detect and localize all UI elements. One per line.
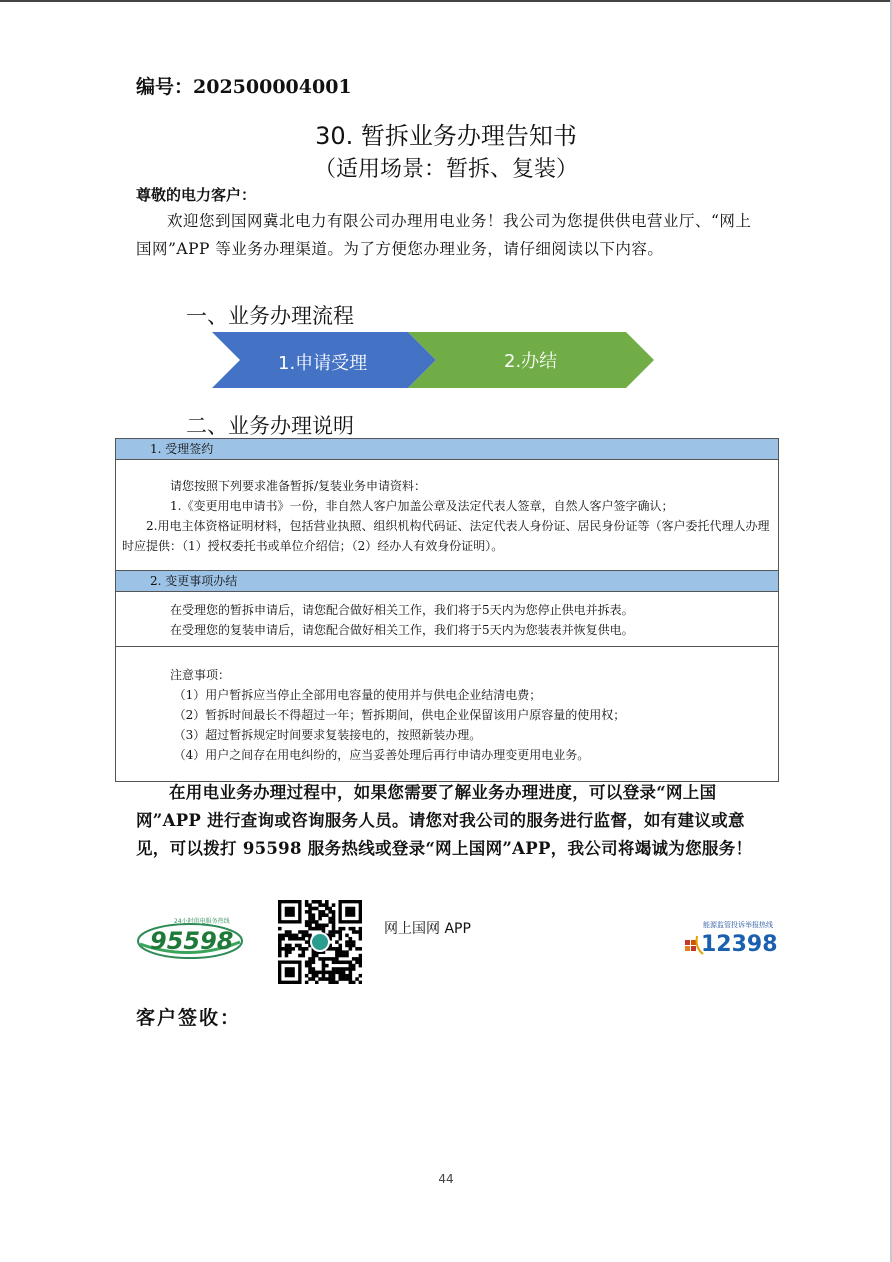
business-description-table xyxy=(115,438,779,782)
closing-paragraph: 在用电业务办理过程中，如果您需要了解业务办理进度，可以登录“网上国网”APP 进行查询或咨询服务人员。请您对我公司的服务进行监督，如有建议或意见，可以拨打 95598 服务热线或登录“网上国网”APP，我公司将竭诚为您服务！ xyxy=(136,783,753,858)
qr-code-graphic xyxy=(278,900,362,984)
page-number: 44 xyxy=(438,1172,454,1186)
app-qr-code xyxy=(278,900,362,984)
hotline-95598-number: 95598 xyxy=(150,927,234,955)
note-item: （2）暂拆时间最长不得超过一年；暂拆期间，供电企业保留该用户原容量的使用权； xyxy=(173,708,626,722)
page-top-border xyxy=(0,0,892,2)
block2-body xyxy=(116,592,779,647)
step-1-label: 1.申请受理 xyxy=(278,353,368,374)
notes-title: 注意事项： xyxy=(170,668,231,682)
page-title: 30. 暂拆业务办理告知书 xyxy=(315,122,577,150)
note-item: （1）用户暂拆应当停止全部用电容量的使用并与供电企业结清电费； xyxy=(173,688,542,702)
block1-line: 请您按照下列要求准备暂拆/复装业务申请资料： xyxy=(170,479,427,493)
notes-body xyxy=(116,647,779,782)
note-item: （4）用户之间存在用电纠纷的，应当妥善处理后再行申请办理变更用电业务。 xyxy=(173,748,590,762)
block1-line: 1.《变更用电申请书》一份，非自然人客户加盖公章及法定代表人签章，自然人客户签字确认； xyxy=(170,499,674,513)
block2-header: 2. 变更事项办结 xyxy=(116,571,779,592)
hotline-95598-tagline: 24小时供电服务热线 xyxy=(174,918,230,925)
hotline-12398-number: 12398 xyxy=(701,932,778,957)
block1-line: 2.用电主体资格证明材料，包括营业执照、组织机构代码证、法定代表人身份证、居民身份证等（客户委托代理人办理时应提供：（1）授权委托书或单位介绍信；（2）经办人有效身份证明）。 xyxy=(122,519,770,553)
block2-line: 在受理您的复装申请后，请您配合做好相关工作，我们将于5天内为您装表并恢复供电。 xyxy=(170,623,634,637)
section-heading-description: 二、业务办理说明 xyxy=(186,414,354,438)
app-label: 网上国网 APP xyxy=(384,921,471,937)
step-2-label: 2.办结 xyxy=(504,351,558,372)
document-number: 编号：202500004001 xyxy=(136,76,352,98)
hotline-95598-logo xyxy=(136,914,244,960)
hotline-12398-tagline: 能源监管投诉举报热线 xyxy=(703,921,773,929)
customer-signoff-label: 客户签收： xyxy=(136,1007,242,1029)
intro-paragraph: 欢迎您到国网冀北电力有限公司办理用电业务！我公司为您提供供电营业厅、“网上国网”APP 等业务办理渠道。为了方便您办理业务，请仔细阅读以下内容。 xyxy=(136,212,752,258)
greeting: 尊敬的电力客户： xyxy=(136,186,257,204)
block2-line: 在受理您的暂拆申请后，请您配合做好相关工作，我们将于5天内为您停止供电并拆表。 xyxy=(170,603,634,617)
process-flow xyxy=(212,332,656,388)
block1-header: 1. 受理签约 xyxy=(116,439,779,460)
page-subtitle: （适用场景：暂拆、复装） xyxy=(313,157,578,182)
block1-body xyxy=(116,460,779,571)
section-heading-process: 一、业务办理流程 xyxy=(186,304,354,328)
note-item: （3）超过暂拆规定时间要求复装接电的，按照新装办理。 xyxy=(173,728,482,742)
hotline-12398-logo xyxy=(683,918,779,958)
